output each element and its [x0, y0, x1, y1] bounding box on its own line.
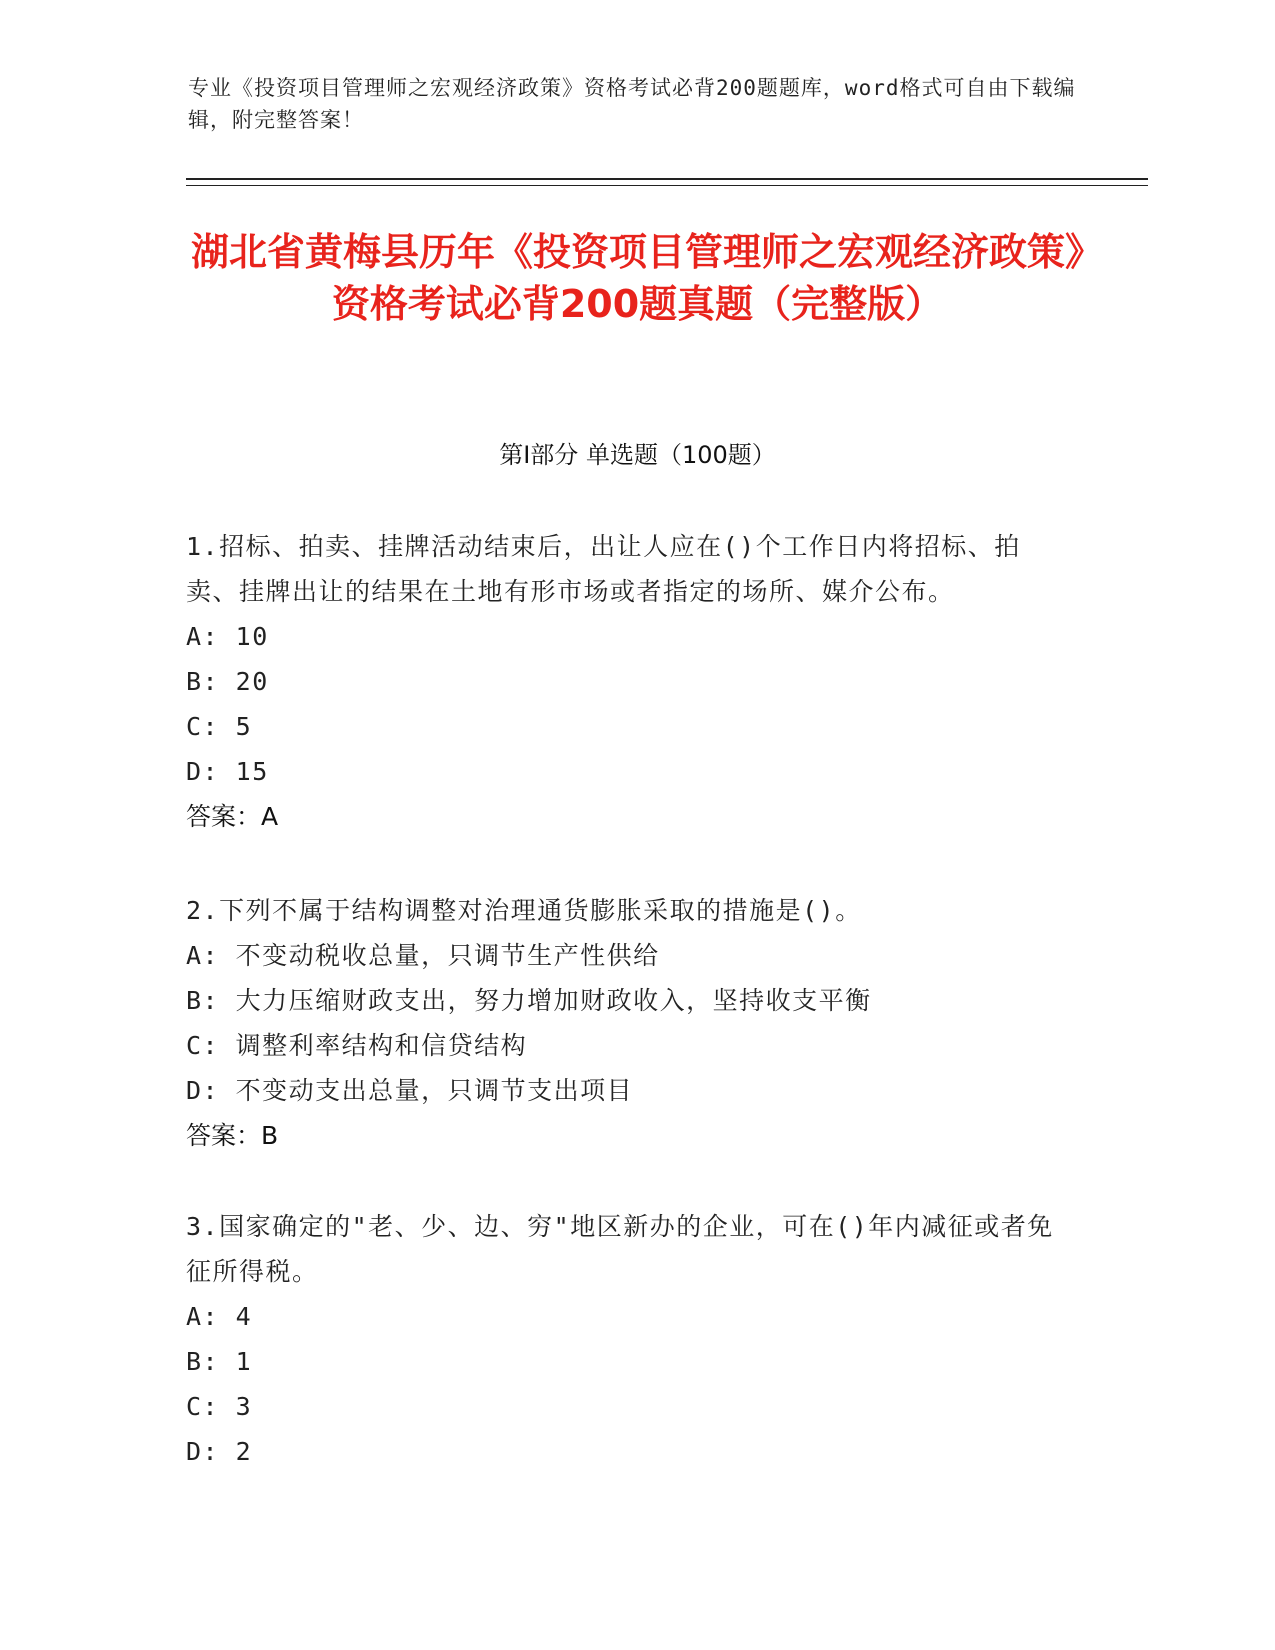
option-d: D: 2 — [186, 1437, 253, 1466]
option-d: D: 不变动支出总量，只调节支出项目 — [186, 1076, 634, 1105]
option-c: C: 5 — [186, 712, 253, 741]
option-d: D: 15 — [186, 757, 269, 786]
header-note: 专业《投资项目管理师之宏观经济政策》资格考试必背200题题库，word格式可自由下载编辑，附完整答案！ — [188, 76, 1076, 132]
section-heading: 第Ⅰ部分 单选题（100题） — [499, 441, 776, 469]
question-2 — [186, 888, 1066, 1158]
option-c: C: 3 — [186, 1392, 253, 1421]
question-3 — [186, 1204, 1066, 1474]
option-b: B: 1 — [186, 1347, 253, 1376]
option-a: A: 不变动税收总量，只调节生产性供给 — [186, 941, 660, 970]
header-rule-thick — [186, 178, 1148, 180]
answer: 答案：A — [186, 802, 279, 831]
header-rule-thin — [186, 185, 1148, 186]
answer: 答案：B — [186, 1121, 279, 1150]
option-c: C: 调整利率结构和信贷结构 — [186, 1031, 528, 1060]
question-stem: 3.国家确定的"老、少、边、穷"地区新办的企业，可在()年内减征或者免征所得税。 — [186, 1212, 1054, 1286]
option-a: A: 4 — [186, 1302, 253, 1331]
question-stem: 1.招标、拍卖、挂牌活动结束后，出让人应在()个工作日内将招标、拍卖、挂牌出让的结果在土地有形市场或者指定的场所、媒介公布。 — [186, 532, 1021, 606]
option-b: B: 20 — [186, 667, 269, 696]
document-title: 湖北省黄梅县历年《投资项目管理师之宏观经济政策》资格考试必背200题真题（完整版） — [190, 230, 1084, 326]
option-a: A: 10 — [186, 622, 269, 651]
option-b: B: 大力压缩财政支出，努力增加财政收入，坚持收支平衡 — [186, 986, 872, 1015]
question-1 — [186, 524, 1066, 839]
question-stem: 2.下列不属于结构调整对治理通货膨胀采取的措施是()。 — [186, 896, 862, 925]
